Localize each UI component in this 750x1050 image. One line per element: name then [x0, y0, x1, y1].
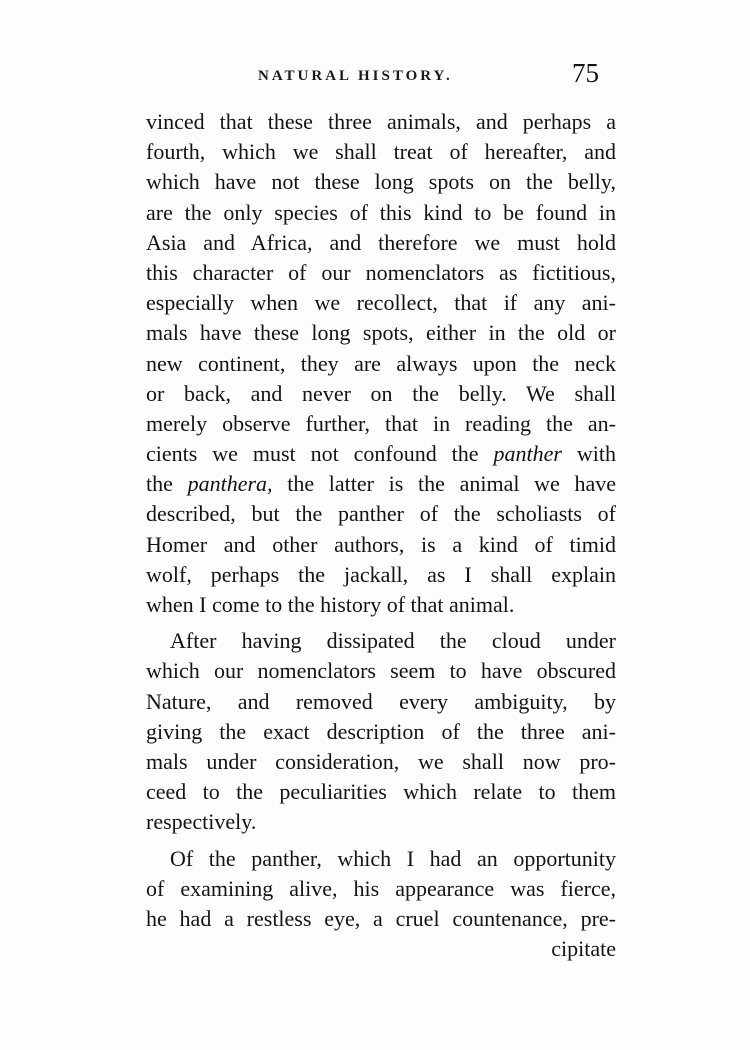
text-line: described, but the panther of the scholiasts of [146, 501, 616, 527]
text-line: Of the panther, which I had an opportunity [170, 845, 616, 871]
text-line: giving the exact description of the three ani- [146, 718, 616, 744]
text-line: After having dissipated the cloud under [170, 628, 616, 654]
text-line: are the only species of this kind to be found in [146, 199, 616, 225]
text-line: of examining alive, his appearance was fierce, [146, 875, 616, 901]
text-line: merely observe further, that in reading the an- [146, 410, 616, 436]
text-line: vinced that these three animals, and perhaps a [146, 109, 616, 134]
page-number: 75 [572, 58, 599, 88]
text-line: this character of our nomenclators as fictitious, [146, 259, 616, 285]
text-segment: the latter is the animal we have [287, 471, 616, 497]
text-line: mals under consideration, we shall now pro- [146, 748, 616, 774]
text-line: mals have these long spots, either in the old or [146, 320, 616, 346]
text-line: Homer and other authors, is a kind of timid [146, 531, 616, 557]
text-line: Asia and Africa, and therefore we must hold [146, 229, 616, 255]
italic-word: panther [493, 441, 562, 467]
text-segment: cients we must not confound the [146, 441, 479, 467]
text-segment: with [576, 441, 617, 467]
text-line [146, 439, 616, 469]
running-title: NATURAL HISTORY. [258, 68, 453, 84]
text-line: ceed to the peculiarities which relate to them [146, 779, 616, 805]
text-line: new continent, they are always upon the neck [146, 350, 616, 376]
text-line: when I come to the history of that animal. [146, 592, 515, 617]
catchword: cipitate [551, 936, 616, 962]
text-line: fourth, which we shall treat of hereafter, and [146, 139, 616, 165]
text-line: respectively. [146, 809, 257, 835]
text-line: which have not these long spots on the belly, [146, 169, 616, 195]
text-line: especially when we recollect, that if any ani- [146, 290, 616, 316]
text-line: which our nomenclators seem to have obscured [146, 658, 616, 684]
text-segment: the [146, 471, 173, 497]
body-text [146, 107, 616, 964]
italic-word: panthera, [187, 471, 273, 497]
text-line: or back, and never on the belly. We shall [146, 380, 616, 406]
text-line: he had a restless eye, a cruel countenance, pre- [146, 905, 616, 931]
text-line: Nature, and removed every ambiguity, by [146, 688, 616, 714]
text-line [146, 469, 616, 499]
text-line: wolf, perhaps the jackall, as I shall explain [146, 561, 616, 587]
